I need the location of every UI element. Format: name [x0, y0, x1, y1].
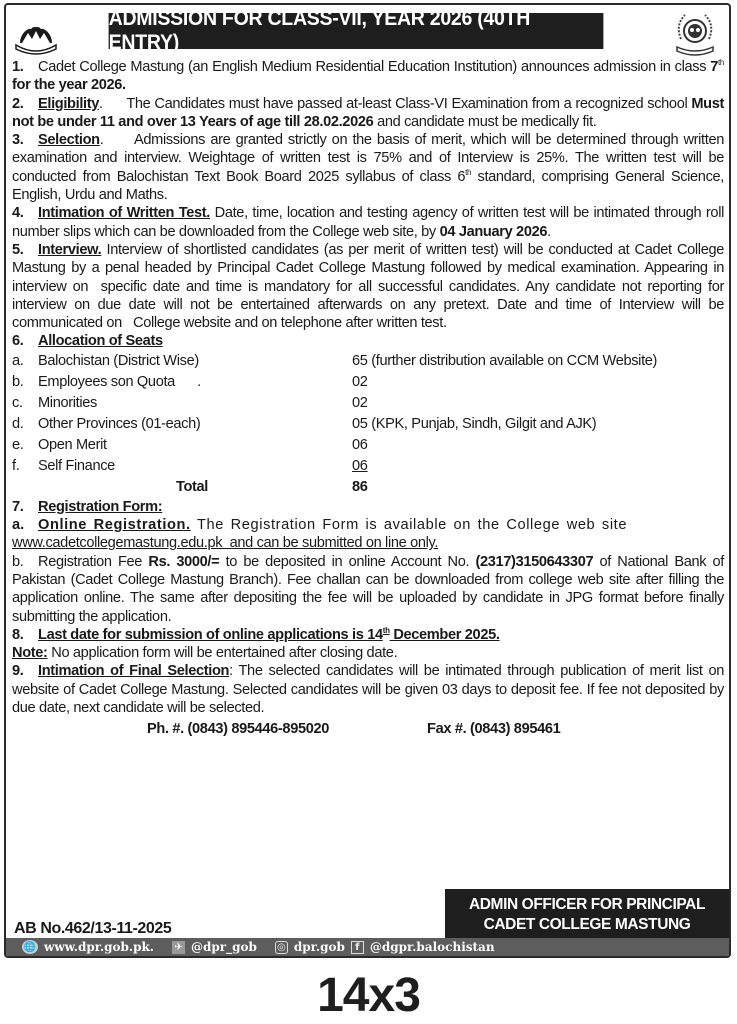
seats-table	[12, 351, 724, 498]
section-2-eligibility: 2. Eligibility. The Candidates must have passed at-least Class-VI Examination from a recognized school Must not be under 11 and over 13 Years of age till 28.02.2026 and candidate must be medically fit.	[12, 95, 724, 130]
page-title: ADMISSION FOR CLASS-VII, YEAR 2026 (40TH ENTRY)	[109, 13, 604, 49]
seat-row: c. Minorities 02	[12, 395, 368, 412]
college-crest-logo	[671, 9, 719, 57]
footer-twitter[interactable]: @dpr_gob	[191, 940, 257, 954]
section-7-registration: 7. Registration Form:	[12, 498, 163, 515]
section-7b-fee: b. Registration Fee Rs. 3000/= to be deposited in online Account No. (2317)3150643307 of National Bank of Pakistan (Cadet College Mastung Branch). Fee challan can be downloaded from college web site after filling the application online. The same after depositing the fee will be uploaded by candidate in JPG format before finally submitting the application.	[12, 553, 724, 625]
section-heading: Eligibility	[38, 95, 100, 112]
section-heading: Interview.	[38, 241, 102, 258]
section-4-written-test: 4. Intimation of Written Test. Date, time, location and testing agency of written test will be intimated through roll number slips which can be downloaded from the College web site, by 04 January 2026.	[12, 205, 724, 240]
signature-block	[445, 889, 729, 942]
seat-row: b. Employees son Quota . 02	[12, 374, 368, 391]
section-7a-link-line	[12, 534, 724, 552]
seat-row: f. Self Finance 06	[12, 458, 368, 475]
section-6-seats: 6. Allocation of Seats	[12, 333, 163, 350]
seat-row: d. Other Provinces (01-each) 05 (KPK, Punjab, Sindh, Gilgit and AJK)	[12, 416, 597, 433]
note-label: Note:	[12, 645, 48, 662]
instagram-icon: ◎	[275, 941, 288, 954]
section-9-final-selection: 9. Intimation of Final Selection: The selected candidates will be intimated through publication of merit list on website of Cadet College Mastung. Selected candidates will be given 03 days to deposit fee. If fee not deposited by due date, next candidate will be selected.	[12, 663, 724, 717]
section-number: 1.	[12, 59, 24, 75]
fax-number: Fax #. (0843) 895461	[427, 721, 561, 738]
section-heading: Intimation of Final Selection	[38, 663, 230, 680]
section-heading: Registration Form:	[38, 498, 163, 515]
seat-row: a. Balochistan (District Wise) 65 (further distribution available on CCM Website)	[12, 353, 658, 370]
section-8-last-date: 8. Last date for submission of online applications is 14th December 2025.	[12, 625, 500, 643]
section-heading: Intimation of Written Test.	[38, 205, 210, 222]
facebook-icon: f	[351, 941, 364, 954]
section-5-interview: 5. Interview. Interview of shortlisted candidates (as per merit of written test) will be conducted at Cadet College Mastung by a penal headed by Principal Cadet College Mastung followed by medical examination. Appearing in interview on specific date and time is mandatory for all successful candidates. Any candidate not reporting for interview on due date will not be entertained afterwards on any pretext. Date and time of Interview will be communicated on College website and on telephone after written test.	[12, 241, 728, 332]
section-heading: Allocation of Seats	[38, 333, 163, 350]
section-heading: Selection	[38, 132, 100, 149]
advert-number: AB No.462/13-11-2025	[14, 920, 172, 937]
globe-icon: 🌐	[23, 941, 37, 953]
signature-line-2: CADET COLLEGE MASTUNG	[483, 916, 691, 933]
contact-line	[12, 720, 724, 738]
seat-total-row: Total 86	[175, 479, 368, 496]
footer-bar	[6, 938, 729, 956]
footer-facebook[interactable]: @dgpr.balochistan	[369, 940, 495, 954]
note-text: No application form will be entertained after closing date.	[47, 645, 398, 662]
seat-row: e. Open Merit 06	[12, 437, 368, 454]
section-3-selection: 3. Selection. Admissions are granted strictly on the basis of merit, which will be determined through written examination and interview. Weightage of written test is 75% and of Interview is 25%. The written test will be conducted from Balochistan Text Book Board 2025 syllabus of class 6th standard, comprising General Science, English, Urdu and Maths.	[12, 132, 728, 204]
college-website-link[interactable]: www.cadetcollegemastung.edu.pk and can be submitted on line only.	[12, 535, 439, 552]
notice-body	[12, 58, 728, 739]
note	[12, 644, 724, 662]
twitter-icon: ✈	[172, 941, 185, 954]
ad-size-label: 14x3	[317, 969, 420, 1022]
section-1: 1. Cadet College Mastung (an English Medium Residential Education Institution) announces admission in class 7th for the year 2026.	[12, 58, 724, 94]
signature-line-1: ADMIN OFFICER FOR PRINCIPAL	[468, 896, 706, 913]
footer-instagram[interactable]: dpr.gob	[293, 940, 345, 954]
header	[6, 5, 729, 57]
footer-website[interactable]: www.dpr.gob.pk.	[44, 940, 154, 954]
section-7a-online-registration: a. Online Registration. The Registration Form is available on the College web site	[12, 517, 628, 534]
phone-number: Ph. #. (0843) 895446-895020	[147, 721, 330, 738]
balochistan-emblem-logo	[12, 9, 60, 57]
advertisement-frame	[4, 3, 731, 958]
